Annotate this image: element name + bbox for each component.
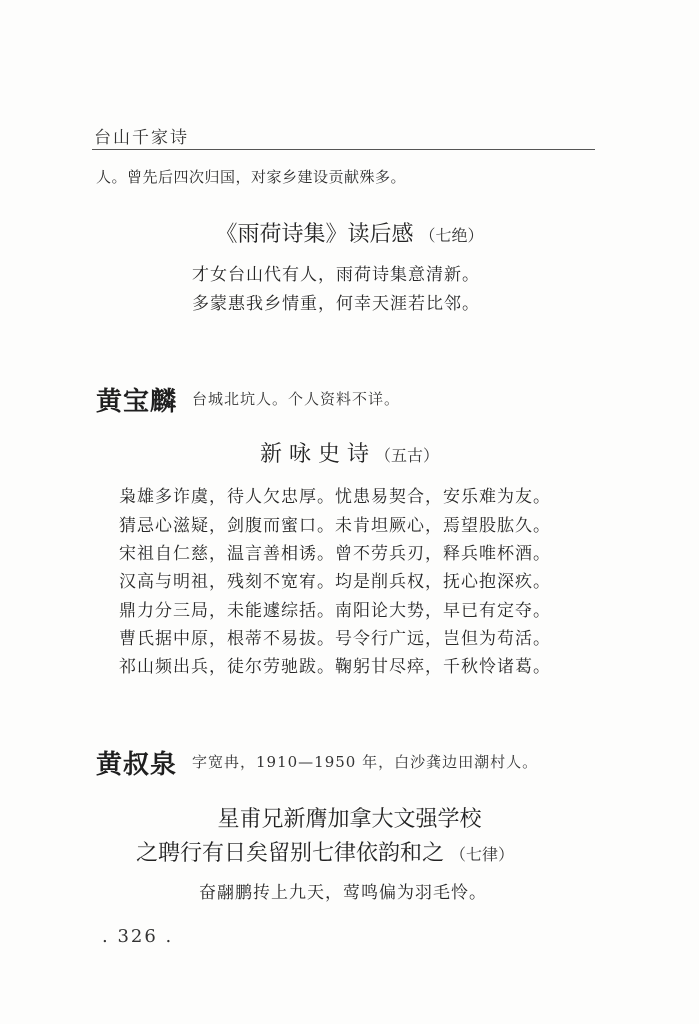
running-header: 台山千家诗: [94, 128, 189, 148]
poem3-title-text-1: 星甫兄新膺加拿大文强学校: [217, 807, 482, 832]
header-rule: [92, 149, 595, 150]
author1-bio: 台城北坑人。个人资料不详。: [192, 390, 401, 408]
poem1-line-2: 多蒙惠我乡情重，何幸天涯若比邻。: [192, 294, 480, 314]
poem3-title-line-2: [136, 836, 514, 867]
poem2-line-4: 汉高与明祖，残刻不宽宥。均是削兵权，抚心抱深疚。: [119, 572, 551, 592]
poem2-line-1: 枭雄多诈虞，待人欠忠厚。忧患易契合，安乐难为友。: [119, 487, 551, 507]
poem2-line-6: 曹氏据中原，根蒂不易拔。号令行广远，岂但为苟活。: [119, 629, 551, 649]
poem3-line-1: 奋翮鹏抟上九天，莺鸣偏为羽毛怜。: [199, 883, 487, 903]
poem3-title-text-2: 之聘行有日矣留别七律依韵和之: [136, 841, 445, 866]
poem-title: [0, 217, 699, 248]
continuation-line: 人。曾先后四次归国，对家乡建设贡献殊多。: [96, 168, 407, 186]
poem2-line-5: 鼎力分三局，未能遽综括。南阳论大势，早已有定夺。: [119, 601, 551, 621]
poem1-line-1: 才女台山代有人，雨荷诗集意清新。: [192, 265, 480, 285]
author1-name: 黄宝麟: [96, 387, 178, 417]
poem2-line-3: 宋祖自仁慈，温言善相诱。曾不劳兵刃，释兵唯杯酒。: [119, 544, 551, 564]
poem2-line-2: 猜忌心滋疑，剑腹而蜜口。未肯坦厥心，焉望股肱久。: [119, 516, 551, 536]
poem2-line-7: 祁山频出兵，徒尔劳驰跋。鞠躬甘尽瘁，千秋怜诸葛。: [119, 657, 551, 677]
author2-name: 黄叔泉: [96, 750, 178, 780]
poem2-form: （五古）: [374, 446, 439, 465]
author2-bio: 字宽冉，1910—1950 年，白沙龚边田潮村人。: [192, 753, 539, 771]
poem-title: [0, 437, 699, 468]
poem1-title: 《雨荷诗集》读后感: [215, 222, 414, 247]
poem2-title: 新 咏 史 诗: [260, 442, 369, 467]
poem3-title-line-1: [0, 802, 699, 833]
poem1-form: （七绝）: [419, 226, 484, 245]
page-number: . 326 .: [102, 926, 174, 947]
poem3-form: （七律）: [450, 845, 515, 864]
